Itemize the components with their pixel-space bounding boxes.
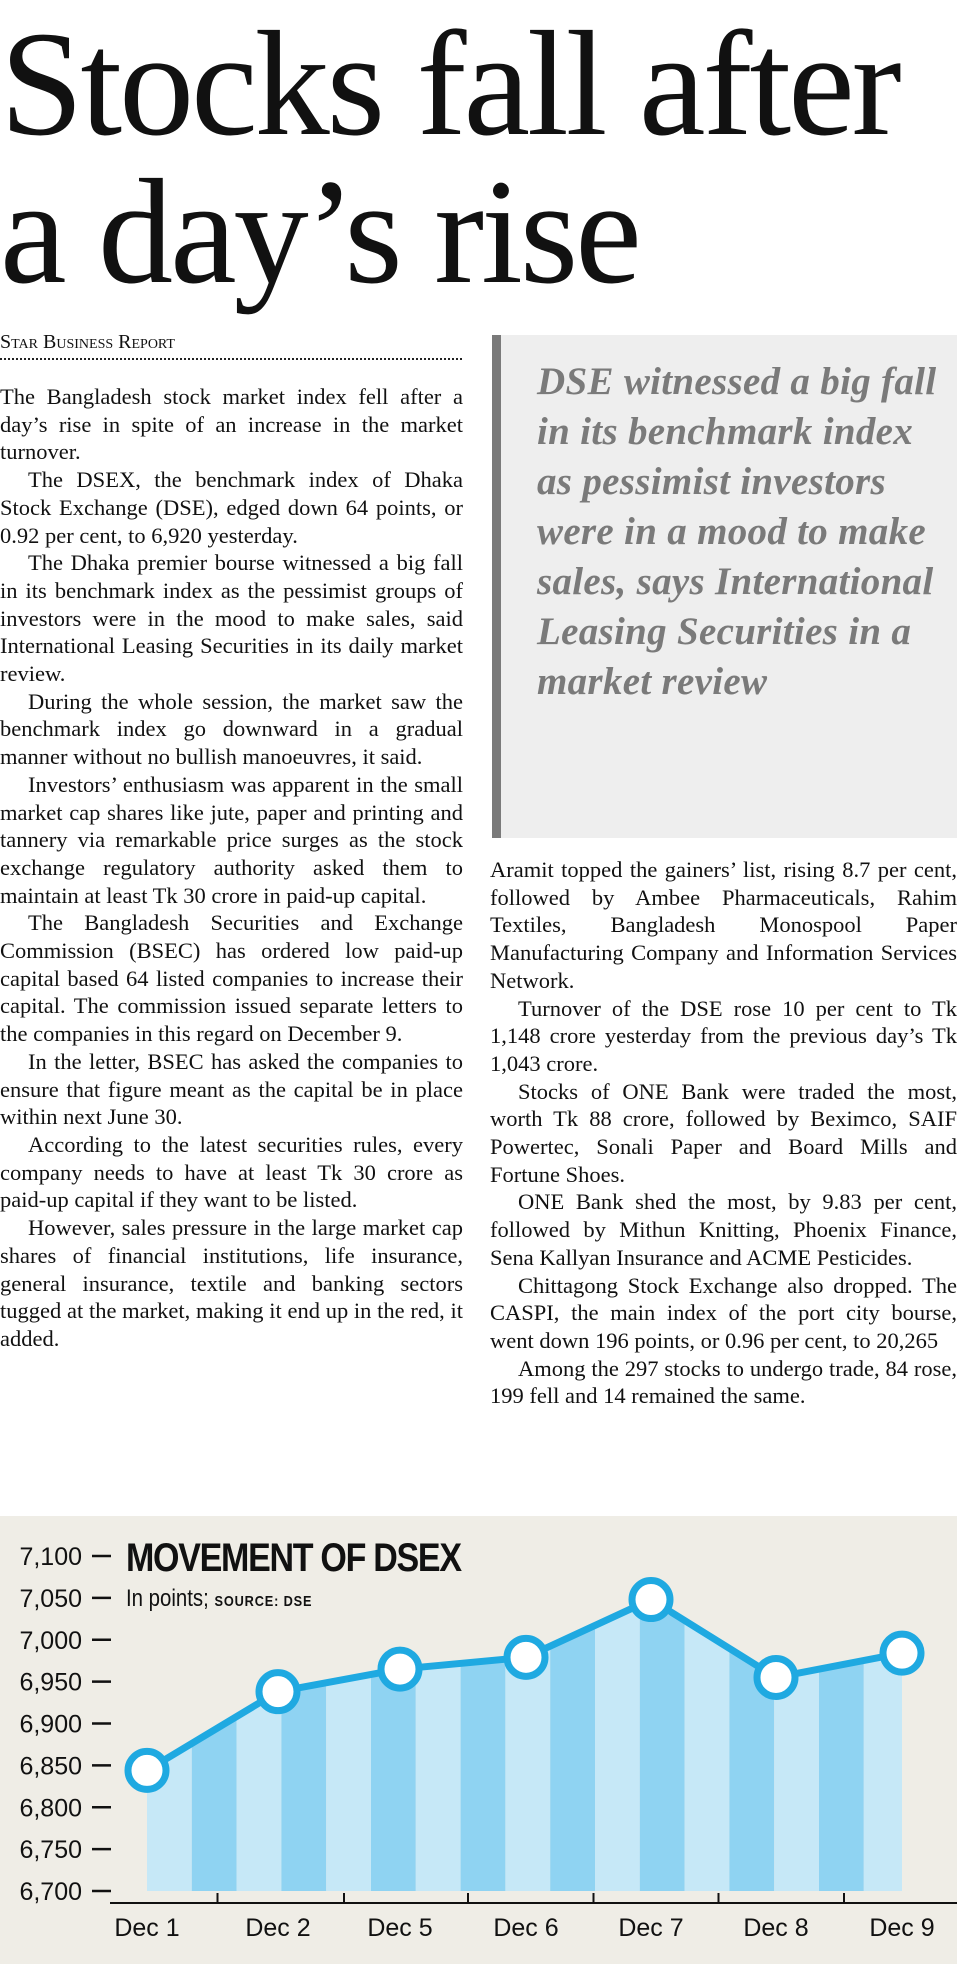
pull-quote-text: DSE witnessed a big fall in its benchmark index as pessimist investors were in a mood to make sales, says International Leasing Securities in a market review	[537, 360, 937, 703]
y-tick-label: 6,750	[19, 1836, 82, 1865]
data-point	[381, 1650, 419, 1688]
data-point	[883, 1634, 921, 1672]
y-tick-label: 6,850	[19, 1752, 82, 1781]
paragraph: In the letter, BSEC has asked the companies to ensure that figure meant as the capital be in place within next June 30.	[0, 1048, 463, 1130]
headline	[0, 1, 957, 315]
y-tick-label: 7,000	[19, 1626, 82, 1655]
area-stripe	[326, 1674, 371, 1891]
chart-canvas	[0, 1516, 957, 1964]
paragraph: Among the 297 stocks to undergo trade, 84 rose, 199 fell and 14 remained the same.	[490, 1355, 957, 1409]
area-stripe	[237, 1691, 282, 1891]
pull-quote	[492, 335, 957, 838]
area-stripe	[864, 1653, 902, 1891]
x-tick-label: Dec 8	[743, 1914, 809, 1942]
area-stripe	[281, 1683, 326, 1891]
chart-source: SOURCE: DSE	[214, 1593, 313, 1610]
paragraph: The DSEX, the benchmark index of Dhaka Stock Exchange (DSE), edged down 64 points, or 0.92 per cent, to 6,920 yesterday.	[0, 467, 463, 548]
area-stripe	[550, 1625, 595, 1891]
article-column-left	[0, 383, 463, 1353]
y-tick-label: 6,900	[19, 1710, 82, 1739]
x-tick-label: Dec 1	[114, 1914, 180, 1942]
article-column-right	[490, 856, 957, 1410]
paragraph: Aramit topped the gainers’ list, rising 8.7 per cent, followed by Ambee Pharmaceuticals, Rahim Textiles, Bangladesh Monospool Paper Manufacturing Company and Information Services Network.	[490, 857, 957, 993]
paragraph: The Bangladesh stock market index fell after a day’s rise in spite of an increase in the market turnover.	[0, 384, 463, 465]
data-point	[757, 1658, 795, 1696]
x-tick-label: Dec 9	[869, 1914, 935, 1942]
area-stripe	[819, 1661, 864, 1891]
data-point	[507, 1638, 545, 1676]
area-stripe	[774, 1669, 819, 1891]
x-tick-label: Dec 5	[367, 1914, 433, 1942]
area-stripe	[461, 1659, 506, 1891]
area-stripe	[595, 1605, 640, 1891]
y-tick-label: 6,950	[19, 1668, 82, 1697]
y-tick-label: 7,100	[19, 1543, 82, 1571]
headline-line-1: Stocks fall after	[0, 1, 899, 167]
chart-subtitle	[126, 1585, 312, 1613]
data-point	[259, 1673, 297, 1711]
dsex-chart	[0, 1516, 957, 1964]
x-tick-label: Dec 2	[245, 1914, 311, 1942]
paragraph: Stocks of ONE Bank were traded the most, worth Tk 88 crore, followed by Beximco, SAIF Powertec, Sonali Paper and Board Mills and Fortune Shoes.	[490, 1078, 957, 1187]
x-tick-label: Dec 6	[493, 1914, 559, 1942]
x-tick-label: Dec 7	[618, 1914, 684, 1942]
chart-subtitle-text: In points;	[126, 1585, 209, 1612]
data-point	[632, 1581, 670, 1619]
area-stripe	[371, 1668, 416, 1891]
chart-title: MOVEMENT OF DSEX	[126, 1536, 461, 1580]
paragraph: The Dhaka premier bourse witnessed a big fall in its benchmark index as the pessimist groups of investors were in the mood to make sales, said International Leasing Securities in its daily market review.	[0, 550, 463, 687]
paragraph: During the whole session, the market saw the benchmark index go downward in a gradual manner without no bullish manoeuvres, it said.	[0, 688, 463, 770]
paragraph: Chittagong Stock Exchange also dropped. The CASPI, the main index of the port city bourse, went down 196 points, or 0.96 per cent, to 20,265	[490, 1272, 957, 1353]
area-stripe	[505, 1646, 550, 1891]
data-point	[128, 1751, 166, 1789]
paragraph: The Bangladesh Securities and Exchange Commission (BSEC) has ordered low paid-up capital based 64 listed companies to increase their capital. The commission issued separate letters to the companies in this regard on December 9.	[0, 910, 463, 1047]
y-tick-label: 6,700	[19, 1878, 82, 1906]
paragraph: However, sales pressure in the large market cap shares of financial institutions, life insurance, general insurance, textile and banking sectors tugged at the market, making it end up in the red, it added.	[0, 1215, 463, 1351]
paragraph: Turnover of the DSE rose 10 per cent to Tk 1,148 crore yesterday from the previous day’s Tk 1,043 crore.	[490, 995, 957, 1076]
paragraph: ONE Bank shed the most, by 9.83 per cent, followed by Mithun Knitting, Phoenix Finance, Sena Kallyan Insurance and ACME Pesticides.	[490, 1189, 957, 1270]
paragraph: According to the latest securities rules, every company needs to have at least Tk 30 crore as paid-up capital if they want to be listed.	[0, 1131, 463, 1213]
byline: Star Business Report	[0, 330, 462, 360]
paragraph: Investors’ enthusiasm was apparent in the small market cap shares like jute, paper and printing and tannery via remarkable price surges as the stock exchange regulatory authority asked them to maintain at least Tk 30 crore in paid-up capital.	[0, 771, 463, 908]
y-tick-label: 7,050	[19, 1584, 82, 1613]
area-stripe	[640, 1605, 685, 1891]
y-tick-label: 6,800	[19, 1794, 82, 1823]
headline-line-2: a day’s rise	[0, 149, 639, 315]
area-stripe	[685, 1620, 730, 1891]
area-stripe	[416, 1663, 461, 1891]
